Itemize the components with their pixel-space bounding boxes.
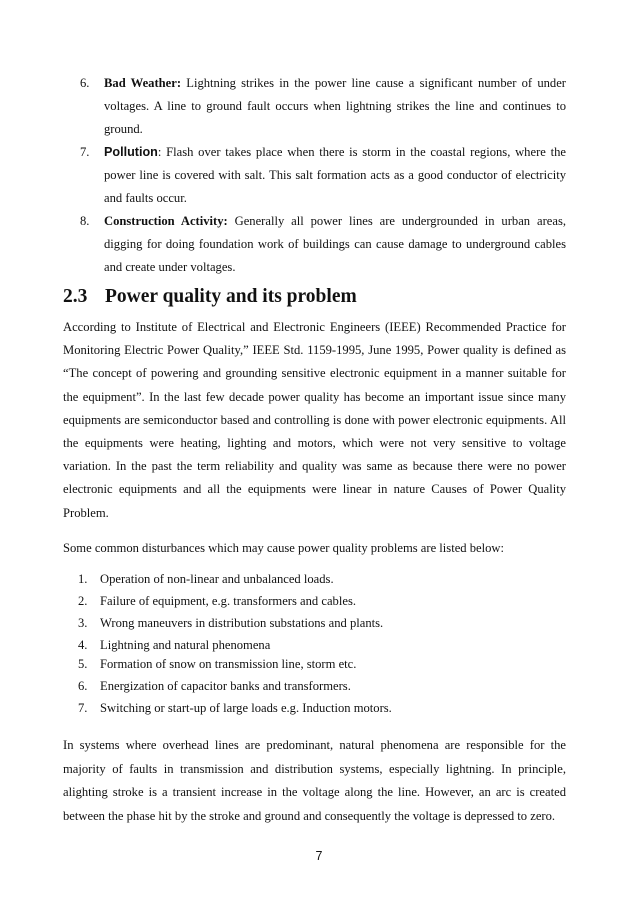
list-item <box>78 675 566 697</box>
list-item <box>80 210 566 279</box>
list-item-number: 6. <box>78 679 88 693</box>
list-item <box>80 141 566 210</box>
list-item-text: Generally all power lines are undergrounded in urban areas, digging for doing foundation work of buildings can cause damage to underground cables and create under voltages. <box>104 214 566 274</box>
page-number: 7 <box>315 849 323 863</box>
list-item <box>78 568 566 590</box>
causes-list <box>80 72 566 279</box>
section-heading <box>63 282 357 312</box>
section-number: 2.3 <box>63 286 88 307</box>
list-item <box>78 634 566 653</box>
list-item-text: Operation of non-linear and unbalanced loads. <box>100 572 334 586</box>
list-item <box>78 590 566 612</box>
list-item <box>78 612 566 634</box>
paragraph-power-quality-definition: According to Institute of Electrical and Electronic Engineers (IEEE) Recommended Practice for Monitoring Electric Power Quality,” IEEE Std. 1159-1995, June 1995, Power quality is defined as “The concept of powering and grounding sensitive electronic equipment in a manner suitable for the equipment”. In the last few decade power quality has become an important issue since many equipments are semiconductor based and controlling is done with power electronic equipments. All the equipments were heating, lighting and motors, which were not very sensitive to voltage variation. In the past the term reliability and quality was same as because there were no power electronic equipments and all the equipments were linear in nature Causes of Power Quality Problem. <box>63 320 566 520</box>
list-item <box>78 653 566 675</box>
list-item-title: Bad Weather: <box>104 76 182 90</box>
list-item-text: : Flash over takes place when there is storm in the coastal regions, where the power line is covered with salt. This salt formation acts as a good conductor of electricity and faults occur. <box>104 145 566 205</box>
list-item <box>78 697 566 719</box>
list-item-text: Failure of equipment, e.g. transformers and cables. <box>100 594 356 608</box>
list-item-text: Switching or start-up of large loads e.g. Induction motors. <box>100 701 392 715</box>
list-item-number: 3. <box>78 616 88 630</box>
list-item-title: Construction Activity: <box>104 214 228 228</box>
disturbances-intro: Some common disturbances which may cause power quality problems are listed below: <box>63 541 505 555</box>
list-item-number: 7. <box>80 145 90 159</box>
list-item-text: Lightning strikes in the power line cause a significant number of under voltages. A line to ground fault occurs when lightning strikes the line and continues to ground. <box>104 76 566 136</box>
section-title: Power quality and its problem <box>105 286 357 307</box>
list-item-text: Formation of snow on transmission line, storm etc. <box>100 657 357 671</box>
list-item <box>80 72 566 141</box>
list-item-number: 8. <box>80 214 90 228</box>
list-item-number: 2. <box>78 594 88 608</box>
list-item-number: 1. <box>78 572 88 586</box>
paragraph-natural-phenomena: In systems where overhead lines are predominant, natural phenomena are responsible for the majority of faults in transmission and distribution systems, especially lightning. In principle, alighting stroke is a transient increase in the voltage along the line. However, an arc is created between the phase hit by the stroke and ground and consequently the voltage is depressed to zero. <box>63 738 566 823</box>
list-item-title: Pollution <box>104 145 158 159</box>
list-item-number: 5. <box>78 657 88 671</box>
list-item-text: Energization of capacitor banks and transformers. <box>100 679 351 693</box>
list-item-number: 7. <box>78 701 88 715</box>
list-item-text: Wrong maneuvers in distribution substations and plants. <box>100 616 384 630</box>
list-item-text: Lightning and natural phenomena <box>100 638 271 652</box>
list-item-number: 4. <box>78 638 88 652</box>
disturbances-list <box>78 568 566 719</box>
list-item-number: 6. <box>80 76 90 90</box>
